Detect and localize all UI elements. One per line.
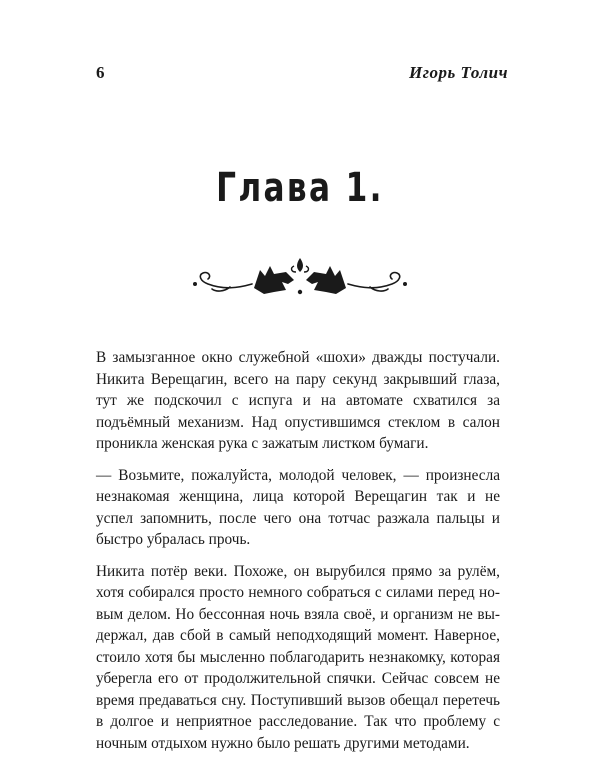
twin-wolves-scroll-icon (190, 254, 410, 298)
chapter-title: Глава 1. (216, 165, 384, 211)
paragraph-2: — Возьмите, пожалуйста, молодой человек, — произнесла незнакомая женщина, лица которой Верещагин так и не успел запомнить, после чего она тотчас разжала пальцы и быстро убралась прочь. (96, 466, 500, 548)
chapter-body (96, 347, 500, 764)
paragraph-1: В замызганное окно служебной «шохи» дважды постучали. Никита Верещагин, всего на пару секунд закрывший глаза, тут же подскочил с испуга и на автомате схватился за подъёмный механизм. Над опустившимся стеклом в салон проникла женская рука с зажатым листком бумаги. (96, 349, 500, 452)
page-number: 6 (96, 63, 105, 82)
paragraph-3: Никита потёр веки. Похоже, он вырубился прямо за рулём, хотя собирался просто немного собраться с силами перед новым делом. Но бессонная ночь взяла своё, и организм не выдержал, дав сбой в самый неподходящий момент. Наверное, стоило хотя бы мысленно поблагодарить незнакомку, которая уберегла его от продолжительной спячки. Сейчас совсем не время предаваться сну. Поступивший вызов обещал перетечь в долгое и неприятное расследование. Так что проблему с ночным отдыхом нужно было решать другими методами. (96, 562, 500, 752)
running-head-author: Игорь Толич (409, 63, 508, 82)
